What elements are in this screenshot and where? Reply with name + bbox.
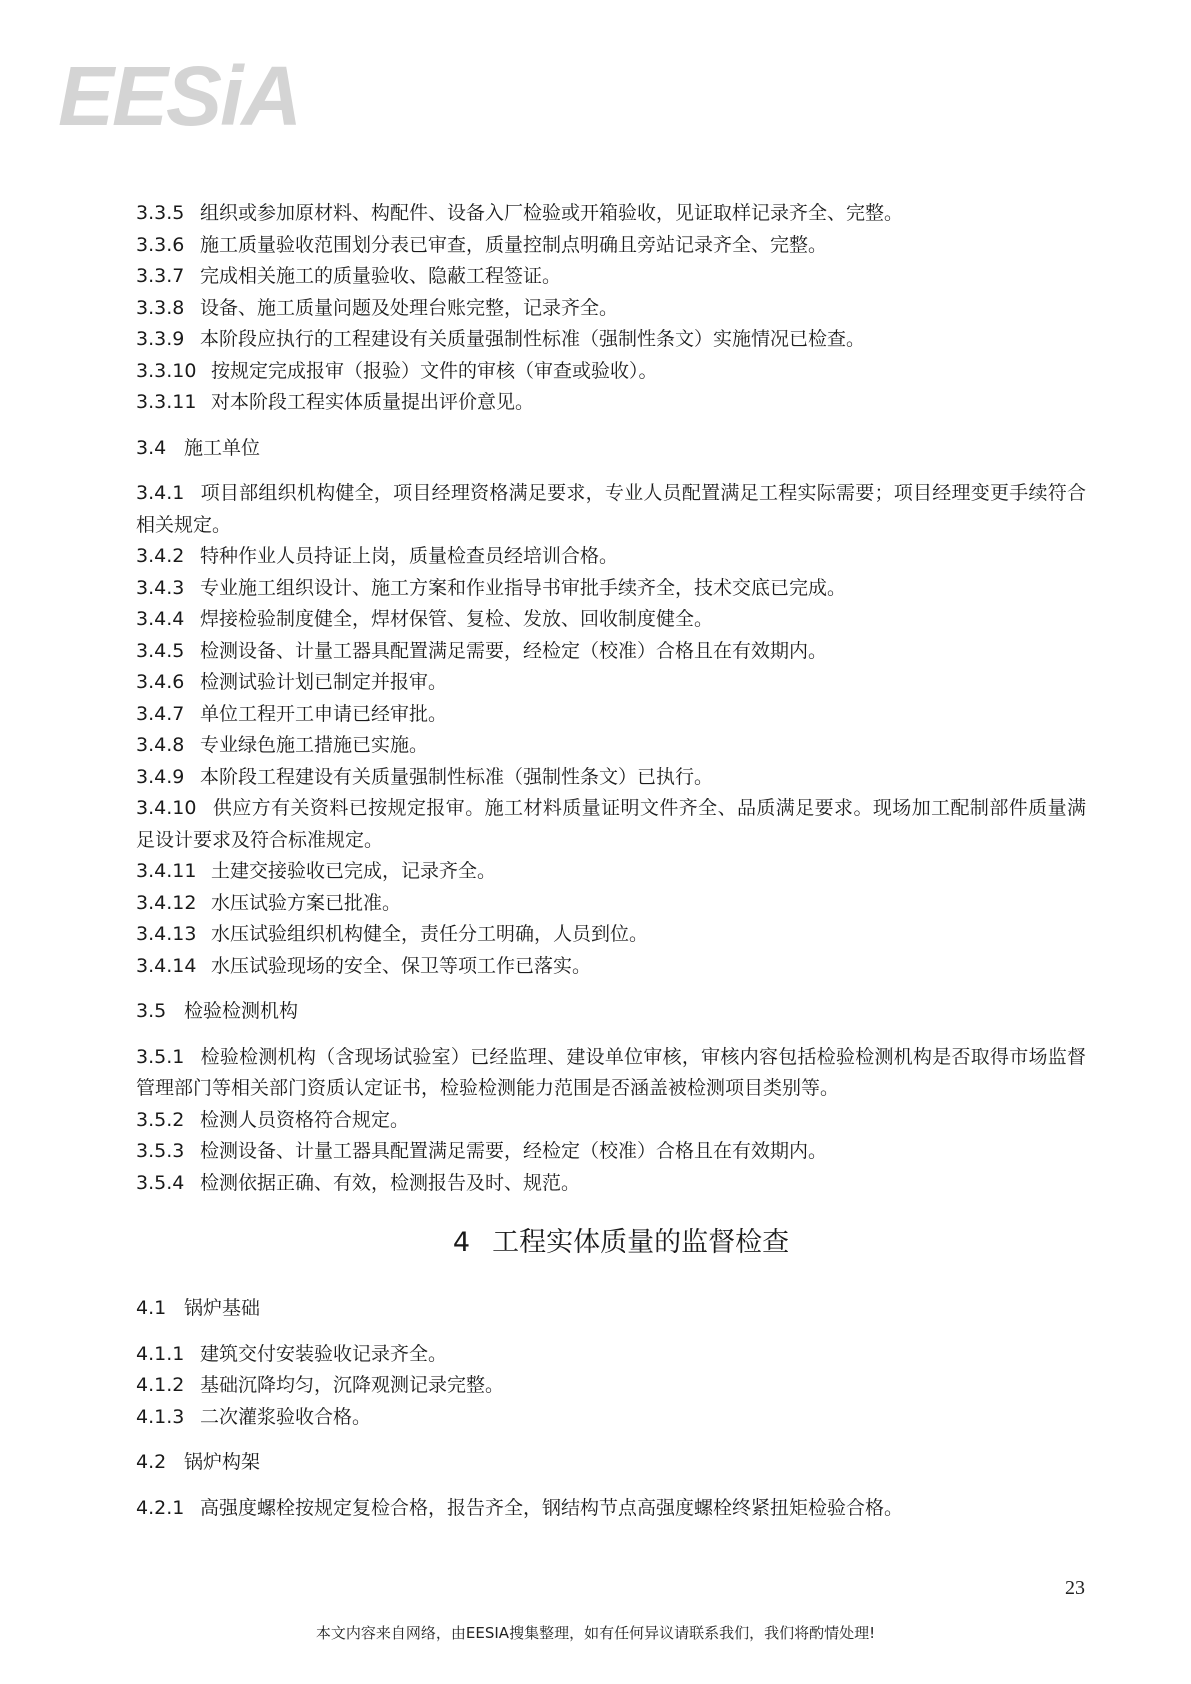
clause-item bbox=[136, 1402, 1086, 1434]
clause-text: 检测设备、计量工器具配置满足需要，经检定（校准）合格且在有效期内。 bbox=[200, 639, 828, 662]
chapter-heading bbox=[136, 1223, 1086, 1263]
clause-text: 高强度螺栓按规定复检合格，报告齐全，钢结构节点高强度螺栓终紧扭矩检验合格。 bbox=[200, 1496, 904, 1519]
clause-text: 组织或参加原材料、构配件、设备入厂检验或开箱验收，见证取样记录齐全、完整。 bbox=[200, 202, 904, 224]
clause-text: 水压试验方案已批准。 bbox=[211, 891, 402, 914]
clause-text: 特种作业人员持证上岗，质量检查员经培训合格。 bbox=[200, 545, 619, 567]
clause-number: 3.4.10 bbox=[136, 797, 197, 819]
clause-number: 3.4.2 bbox=[136, 545, 185, 567]
clause-number: 3.4.11 bbox=[136, 860, 197, 882]
clause-item bbox=[136, 1370, 1086, 1402]
clause-text: 水压试验现场的安全、保卫等项工作已落实。 bbox=[211, 954, 592, 977]
clause-number: 3.4.7 bbox=[136, 702, 185, 725]
clause-number: 3.4.5 bbox=[136, 639, 185, 662]
clause-item bbox=[136, 1339, 1086, 1371]
clause-text: 焊接检验制度健全，焊材保管、复检、发放、回收制度健全。 bbox=[200, 608, 714, 630]
clause-number: 4.1.3 bbox=[136, 1405, 185, 1428]
section-heading bbox=[136, 1293, 1086, 1325]
page-number: 23 bbox=[1065, 1577, 1085, 1599]
clause-number: 4.1.1 bbox=[136, 1342, 185, 1365]
clause-text: 检测设备、计量工器具配置满足需要，经检定（校准）合格且在有效期内。 bbox=[200, 1140, 828, 1162]
clause-item bbox=[136, 604, 1086, 636]
clause-number: 3.4.4 bbox=[136, 608, 185, 630]
clause-item bbox=[136, 699, 1086, 731]
clause-item bbox=[136, 667, 1086, 699]
clause-number: 3.4.3 bbox=[136, 576, 185, 599]
clause-number: 3.5.4 bbox=[136, 1171, 185, 1194]
clause-item bbox=[136, 573, 1086, 605]
clause-item bbox=[136, 1042, 1086, 1105]
clause-number: 3.4.14 bbox=[136, 954, 197, 977]
clause-text: 供应方有关资料已按规定报审。施工材料质量证明文件齐全、品质满足要求。现场加工配制部件质量满足设计要求及符合标准规定。 bbox=[136, 797, 1086, 851]
clause-number: 4.1.2 bbox=[136, 1374, 185, 1396]
clause-text: 按规定完成报审（报验）文件的审核（审查或验收）。 bbox=[211, 359, 658, 382]
clause-text: 施工质量验收范围划分表已审查，质量控制点明确且旁站记录齐全、完整。 bbox=[200, 233, 828, 256]
clause-item bbox=[136, 1105, 1086, 1137]
clause-item bbox=[136, 762, 1086, 794]
clause-item bbox=[136, 541, 1086, 573]
clause-item bbox=[136, 888, 1086, 920]
clause-number: 3.3.8 bbox=[136, 296, 185, 319]
clause-text: 专业施工组织设计、施工方案和作业指导书审批手续齐全，技术交底已完成。 bbox=[200, 576, 847, 599]
clause-text: 基础沉降均匀，沉降观测记录完整。 bbox=[200, 1374, 505, 1396]
clause-number: 3.3.9 bbox=[136, 328, 185, 350]
clause-item bbox=[136, 230, 1086, 262]
clause-number: 3.4.12 bbox=[136, 891, 197, 914]
clause-item bbox=[136, 1168, 1086, 1200]
clause-number: 3.3.7 bbox=[136, 265, 185, 287]
clause-number: 3.3.6 bbox=[136, 233, 185, 256]
clause-number: 3.5.2 bbox=[136, 1108, 185, 1131]
clause-item bbox=[136, 1493, 1086, 1525]
clause-text: 水压试验组织机构健全，责任分工明确，人员到位。 bbox=[211, 923, 649, 945]
section-number: 4.1 bbox=[136, 1297, 167, 1319]
clause-text: 建筑交付安装验收记录齐全。 bbox=[200, 1342, 448, 1365]
clause-text: 二次灌浆验收合格。 bbox=[200, 1405, 372, 1428]
clause-item bbox=[136, 1136, 1086, 1168]
clause-number: 3.3.11 bbox=[136, 391, 197, 413]
clause-item bbox=[136, 293, 1086, 325]
clause-text: 本阶段工程建设有关质量强制性标准（强制性条文）已执行。 bbox=[200, 765, 714, 788]
clause-number: 3.3.10 bbox=[136, 359, 197, 382]
chapter-title: 工程实体质量的监督检查 bbox=[492, 1227, 790, 1258]
clause-text: 检测人员资格符合规定。 bbox=[200, 1108, 410, 1131]
clause-text: 单位工程开工申请已经审批。 bbox=[200, 702, 448, 725]
section-number: 3.4 bbox=[136, 436, 167, 459]
clause-number: 3.4.13 bbox=[136, 923, 197, 945]
clause-text: 检测依据正确、有效，检测报告及时、规范。 bbox=[200, 1171, 581, 1194]
section-heading bbox=[136, 433, 1086, 465]
clause-number: 3.3.5 bbox=[136, 202, 185, 224]
clause-item bbox=[136, 387, 1086, 419]
clause-number: 3.4.6 bbox=[136, 671, 185, 693]
clause-item bbox=[136, 261, 1086, 293]
clause-number: 3.4.9 bbox=[136, 765, 185, 788]
section-heading bbox=[136, 996, 1086, 1028]
clause-text: 完成相关施工的质量验收、隐蔽工程签证。 bbox=[200, 265, 562, 287]
clause-text: 检验检测机构（含现场试验室）已经监理、建设单位审核，审核内容包括检验检测机构是否取得市场监督管理部门等相关部门资质认定证书，检验检测能力范围是否涵盖被检测项目类别等。 bbox=[136, 1045, 1086, 1099]
clause-item bbox=[136, 324, 1086, 356]
clause-item bbox=[136, 919, 1086, 951]
section-title: 锅炉基础 bbox=[184, 1297, 261, 1319]
clause-item bbox=[136, 951, 1086, 983]
clause-item bbox=[136, 356, 1086, 388]
clause-item bbox=[136, 478, 1086, 541]
eesia-logo: EESiA bbox=[58, 49, 301, 143]
clause-item bbox=[136, 198, 1086, 230]
section-heading bbox=[136, 1447, 1086, 1479]
section-title: 检验检测机构 bbox=[184, 1000, 299, 1022]
section-number: 4.2 bbox=[136, 1451, 167, 1473]
document-body bbox=[136, 198, 1086, 1524]
chapter-number: 4 bbox=[452, 1227, 471, 1258]
clause-text: 土建交接验收已完成，记录齐全。 bbox=[211, 860, 497, 882]
clause-item bbox=[136, 793, 1086, 856]
footer-note: 本文内容来自网络，由EESIA搜集整理，如有任何异议请联系我们，我们将酌情处理! bbox=[315, 1624, 876, 1642]
section-title: 锅炉构架 bbox=[184, 1451, 261, 1473]
clause-number: 4.2.1 bbox=[136, 1496, 185, 1519]
clause-text: 专业绿色施工措施已实施。 bbox=[200, 734, 429, 756]
clause-text: 检测试验计划已制定并报审。 bbox=[200, 671, 448, 693]
clause-number: 3.4.1 bbox=[136, 482, 185, 504]
clause-text: 项目部组织机构健全，项目经理资格满足要求，专业人员配置满足工程实际需要；项目经理变更手续符合相关规定。 bbox=[136, 482, 1086, 536]
clause-number: 3.5.1 bbox=[136, 1045, 185, 1068]
section-number: 3.5 bbox=[136, 1000, 167, 1022]
clause-text: 对本阶段工程实体质量提出评价意见。 bbox=[211, 391, 535, 413]
clause-item bbox=[136, 636, 1086, 668]
clause-text: 本阶段应执行的工程建设有关质量强制性标准（强制性条文）实施情况已检查。 bbox=[200, 328, 866, 350]
clause-item bbox=[136, 856, 1086, 888]
clause-number: 3.4.8 bbox=[136, 734, 185, 756]
clause-item bbox=[136, 730, 1086, 762]
clause-number: 3.5.3 bbox=[136, 1140, 185, 1162]
section-title: 施工单位 bbox=[184, 436, 261, 459]
clause-text: 设备、施工质量问题及处理台账完整，记录齐全。 bbox=[200, 296, 619, 319]
